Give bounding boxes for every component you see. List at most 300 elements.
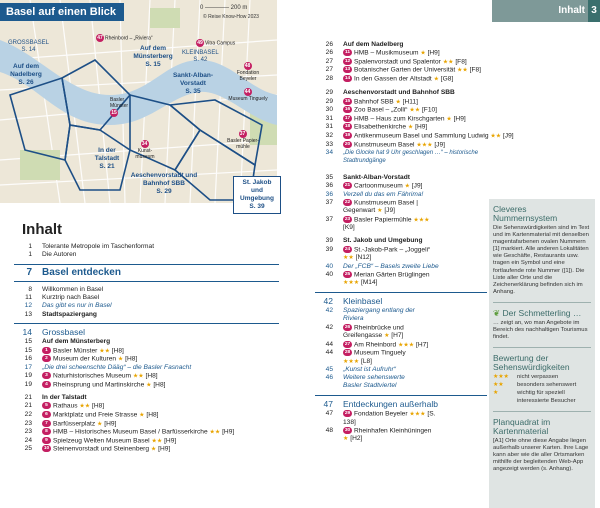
toc-page: 13: [24, 310, 32, 318]
toc-text: Marktplatz und Freie Strasse: [53, 411, 138, 419]
grid-ref: [H2]: [350, 435, 363, 443]
toc-entry[interactable]: [14, 302, 279, 310]
grid-ref: [H7]: [415, 340, 429, 348]
divider: [315, 395, 487, 396]
toc-text: „Kunst ist Aufruhr“: [343, 365, 396, 373]
divider: [14, 323, 279, 324]
district-nadelberg[interactable]: [4, 63, 48, 87]
star-rating: ★: [407, 124, 414, 131]
toc-text: Cartoonmuseum: [354, 182, 403, 190]
star-rating: ★: [493, 390, 499, 397]
toc-entry[interactable]: [315, 263, 487, 271]
star-rating: ★: [139, 412, 145, 419]
grid-ref: [F8]: [455, 58, 467, 66]
star-rating: ★★: [151, 437, 163, 444]
toc-page: 46: [325, 374, 333, 382]
toc-page: 7: [26, 266, 32, 278]
toc-page: 8: [28, 285, 32, 293]
toc-page: 44: [325, 340, 333, 348]
grid-ref: [H9]: [104, 419, 117, 427]
star-rating: ★★: [490, 133, 502, 140]
toc-text: St. Jakob und Umgebung: [343, 237, 423, 245]
toc-text: Elisabethenkirche: [354, 123, 407, 131]
toc-section-kleinbasel[interactable]: [315, 297, 487, 305]
chapter-tab: [492, 0, 600, 22]
toc-page: 48: [325, 426, 333, 434]
grid-ref: [H8]: [153, 380, 166, 388]
toc-entry[interactable]: [14, 402, 279, 411]
toc-text: Auf dem Nadelberg: [343, 41, 404, 48]
star-rating: ★: [117, 356, 124, 363]
sight-number: 25: [344, 271, 351, 277]
star-rating: ★: [395, 99, 401, 106]
star-rating: ★★★: [409, 411, 426, 418]
district-grossbasel-label: GROSSBASEL: [8, 40, 50, 46]
toc-entry[interactable]: [315, 216, 487, 233]
toc-page: 14: [22, 327, 32, 338]
toc-page: 47: [325, 410, 333, 418]
star-rating: ★★★: [493, 374, 509, 381]
poi-rheinbord-label: Rheinbord – „Riviera“: [105, 35, 153, 42]
poi-muenster[interactable]: [110, 97, 134, 117]
toc-text: Spielzeug Welten Museum Basel: [53, 436, 150, 444]
divider: [493, 411, 591, 412]
toc-section-title: Basel entdecken: [42, 266, 121, 278]
poi-rheinbord[interactable]: [96, 34, 153, 42]
toc-text: In der Talstadt: [42, 394, 87, 402]
star-rating: ★★: [79, 403, 91, 410]
sidebar-heading-planquadrat: Planquadrat im Kartenmaterial: [493, 416, 551, 436]
toc-entry[interactable]: [14, 372, 279, 381]
sight-number: 13: [344, 67, 351, 73]
grid-ref: [H9]: [453, 115, 466, 123]
toc-entry[interactable]: [14, 286, 279, 294]
star-rating: ★: [384, 333, 390, 340]
rating-text: nicht verpassen: [517, 374, 559, 381]
district-muensterberg[interactable]: [130, 45, 176, 69]
toc-page: 17: [24, 363, 32, 371]
sight-number: 22: [344, 199, 351, 205]
map-scale: 0 ———— 200 m: [200, 5, 248, 11]
toc-entry[interactable]: [14, 381, 279, 390]
toc-text: Basler Münster: [53, 346, 98, 354]
toc-entry[interactable]: [315, 246, 487, 263]
sight-number: 29: [344, 411, 351, 417]
toc-text: Auf dem Münsterberg: [42, 338, 111, 346]
district-nadelberg-page: S. 26: [18, 79, 34, 86]
sidebar-text-nummernsystem: Die Sehenswürdigkeiten sind im Text und im Kartenmaterial mit denselben magentafarbenen ovalen Nummern [1] markiert. Alle anderen Lokalitäten wie Geschäfte, Restaurants usw. tragen ein Symbol und eine fortlaufende rote Nummer ([1]). Die Liste aller Orte und die Zeichenerklärung befinden sich im Anhang.: [493, 225, 590, 295]
grid-ref: [J9]: [502, 132, 514, 140]
toc-page: 39: [325, 245, 333, 253]
toc-text: Rheinbrücke und Greifengasse: [343, 323, 404, 340]
toc-text: Willkommen in Basel: [42, 285, 104, 293]
district-jakob-label: St. Jakob und Umgebung: [240, 179, 274, 202]
district-grossbasel-page: S. 14: [21, 47, 36, 53]
sight-number: 14: [344, 75, 351, 81]
sight-number: 9: [42, 437, 51, 444]
map-title: Basel auf einen Blick: [0, 3, 124, 21]
sidebar-heading-text: Der Schmetterling …: [502, 307, 582, 318]
star-rating: ★★★: [416, 141, 433, 148]
divider: [493, 347, 591, 348]
toc-page: 39: [325, 237, 333, 245]
toc-page: 15: [24, 338, 32, 346]
star-rating: ★★★: [343, 280, 360, 287]
toc-page: 16: [24, 355, 32, 363]
toc-entry[interactable]: [315, 199, 487, 216]
map-copyright: © Reise Know-How 2023: [203, 14, 259, 20]
toc-entry[interactable]: [14, 437, 279, 446]
toc-page: 44: [325, 349, 333, 357]
sight-number: 24: [344, 246, 351, 252]
rating-text: wichtig für speziell interessierte Besucher: [517, 390, 576, 404]
star-rating: ★: [420, 50, 426, 57]
toc-entry[interactable]: [315, 75, 487, 84]
toc-entry[interactable]: [14, 420, 279, 429]
toc-text: Das gibt es nur in Basel: [42, 302, 112, 310]
toc-entry[interactable]: [315, 106, 487, 115]
toc-entry[interactable]: [315, 191, 487, 199]
grid-ref: [G8]: [440, 75, 454, 83]
toc-text: Aeschenvorstadt und Bahnhof SBB: [343, 89, 455, 97]
toc-entry[interactable]: [315, 324, 487, 341]
toc-subsection[interactable]: [14, 338, 279, 346]
toc-page: 35: [325, 173, 333, 181]
toc-page: 1: [28, 243, 32, 250]
sight-number: 19: [344, 132, 351, 138]
toc-section-basel-entdecken[interactable]: [14, 266, 279, 278]
toc-entry[interactable]: [14, 251, 279, 259]
district-nadelberg-label: Auf dem Nadelberg: [10, 63, 42, 78]
toc-page: 28: [325, 74, 333, 82]
star-rating: ★★: [209, 429, 221, 436]
toc-text: Kunstmuseum Basel: [354, 140, 415, 148]
toc-text: HMB – Haus zum Kirschgarten: [354, 115, 445, 123]
sight-number: 11: [344, 50, 351, 56]
star-rating: ★: [404, 183, 410, 190]
grid-ref: [H9]: [427, 49, 440, 57]
toc-entry[interactable]: [14, 311, 279, 319]
toc-entry[interactable]: [315, 349, 487, 366]
toc-page: 24: [24, 436, 32, 444]
sidebar-text-planquadrat: [A1] Orte ohne diese Angabe liegen außerhalb unserer Karten. Ihre Lage kann aber wie die aller Ortsmarken mithilfe der begleitenden Web-App angezeigt werden (s. Anhang).: [493, 437, 589, 472]
rating-legend-3: [493, 374, 591, 381]
toc-text: „Die Glocke hat 9 Uhr geschlagen …“ – historische Stadtrundgänge: [343, 150, 479, 165]
grid-ref: [H8]: [146, 411, 159, 419]
sight-number: 2: [42, 355, 51, 362]
toc-text: Rheinhafen Kleinhüningen: [354, 427, 432, 435]
grid-ref: [H9]: [164, 436, 177, 444]
toc-page: 19: [24, 372, 32, 380]
grid-ref: [H11]: [402, 98, 418, 106]
toc-page: 21: [24, 402, 32, 410]
district-muensterberg-label: Auf dem Münsterberg: [133, 45, 173, 60]
grid-ref: [H7]: [391, 332, 404, 340]
chapter-tab-label: Inhalt: [558, 5, 585, 16]
toc-text: Kurztrip nach Basel: [42, 294, 100, 302]
sidebar-text-schmetterling: … zeigt an, wo man Angebote im Bereich des nachhaltigen Tourismus findet.: [493, 319, 588, 341]
grid-ref: [H9]: [158, 445, 171, 453]
sight-number: 23: [344, 216, 351, 222]
toc-entry[interactable]: [315, 366, 487, 374]
toc-text: Rathaus: [53, 402, 78, 410]
district-aeschen[interactable]: [124, 172, 204, 196]
toc-page: 26: [325, 49, 333, 57]
star-rating: ★★: [457, 67, 468, 74]
toc-entry[interactable]: [14, 294, 279, 302]
toc-text: Barfüsserplatz: [53, 419, 96, 427]
toc-page: 27: [325, 57, 333, 65]
star-rating: ★★: [132, 373, 144, 380]
toc-entry[interactable]: [315, 66, 487, 75]
poi-tinguely-label: Museum Tinguely: [228, 96, 268, 102]
toc-entry[interactable]: [315, 115, 487, 124]
grid-ref: [K9]: [343, 224, 355, 232]
sight-number: 6: [42, 411, 51, 418]
toc-entry[interactable]: [315, 58, 487, 67]
grid-ref: [F10]: [421, 106, 437, 114]
poi-muenster-number: 15: [111, 110, 117, 116]
toc-title: Inhalt: [22, 221, 62, 238]
divider: [14, 281, 279, 282]
grid-ref: [H9]: [415, 123, 428, 131]
poi-vitra[interactable]: [196, 39, 235, 47]
poi-papiermuehle[interactable]: [226, 130, 260, 150]
sight-number: 10: [43, 446, 50, 452]
sight-number: 20: [344, 141, 351, 147]
toc-entry[interactable]: [315, 182, 487, 191]
toc-subsection[interactable]: [14, 394, 279, 402]
divider: [315, 292, 487, 293]
toc-page: 47: [323, 398, 333, 409]
toc-entry[interactable]: [14, 445, 279, 454]
toc-entry[interactable]: [14, 411, 279, 420]
toc-text: Zoo Basel – „Zolli“: [354, 106, 408, 114]
district-aeschen-page: S. 29: [156, 188, 172, 195]
sidebar-heading-nummernsystem: Cleveres Nummernsystem: [493, 204, 558, 223]
toc-page: 32: [325, 131, 333, 139]
toc-text: HMB – Musikmuseum: [354, 49, 419, 57]
toc-page: 42: [323, 295, 333, 306]
toc-text: Basler Papiermühle: [354, 215, 412, 223]
poi-papiermuehle-label: Basler Papier- mühle: [227, 138, 259, 150]
sight-number: 21: [344, 182, 351, 188]
star-rating: ★: [433, 76, 439, 83]
toc-section-grossbasel[interactable]: [14, 328, 279, 336]
grid-ref: [H8]: [111, 346, 124, 354]
toc-page: 25: [24, 445, 32, 453]
toc-section-ausserhalb[interactable]: [315, 400, 487, 408]
butterfly-icon: ❦: [493, 307, 501, 318]
sight-number: 4: [42, 381, 51, 388]
toc-text: Der „FCB“ – Basels zweite Liebe: [343, 262, 439, 270]
toc-entry[interactable]: [315, 374, 487, 391]
toc-text: Spaziergang entlang der Riviera: [343, 307, 415, 323]
toc-page: 31: [325, 123, 333, 131]
toc-entry[interactable]: [315, 149, 487, 166]
poi-kunstmuseum-label: Kunst- museum: [135, 148, 155, 160]
toc-entry[interactable]: [315, 427, 487, 444]
toc-text: In den Gassen der Altstadt: [354, 75, 432, 83]
poi-vitra-number: 49: [197, 40, 203, 46]
toc-page: 29: [325, 89, 333, 97]
toc-page: 29: [325, 97, 333, 105]
grid-ref: [N12]: [355, 254, 372, 262]
grid-ref: [J9]: [434, 140, 445, 148]
star-rating: ★★: [493, 382, 504, 389]
toc-entry[interactable]: [14, 428, 279, 437]
sight-number: 17: [344, 115, 351, 121]
toc-page: 23: [24, 428, 32, 436]
toc-text: Bahnhof SBB: [354, 98, 394, 106]
sight-number: 1: [42, 347, 51, 354]
toc-section-title: Grossbasel: [42, 327, 85, 338]
toc-section-title: Kleinbasel: [343, 295, 383, 306]
grid-ref: [L8]: [360, 357, 372, 365]
toc-page: 36: [325, 181, 333, 189]
toc-page: 21: [24, 394, 32, 402]
toc-entry[interactable]: [315, 307, 487, 324]
star-rating: ★★★: [413, 216, 430, 223]
sight-number: 5: [42, 402, 51, 409]
toc-page: 30: [325, 106, 333, 114]
star-rating: ★: [446, 116, 452, 123]
district-kleinbasel-label: KLEINBASEL: [182, 50, 219, 56]
toc-entry[interactable]: [14, 347, 279, 356]
rating-legend-2: [493, 382, 591, 389]
page-number: 3: [588, 0, 600, 22]
info-sidebar: [489, 199, 595, 508]
toc-text: „Die drei scheenschte Dääg“ – die Basler Fasnacht: [42, 363, 192, 371]
poi-papiermuehle-number: 37: [239, 131, 246, 137]
toc-page: 19: [24, 380, 32, 388]
grid-ref: [H8]: [92, 402, 105, 410]
toc-text: Am Rheinbord: [354, 340, 397, 348]
toc-section-title: Entdeckungen außerhalb: [343, 398, 438, 409]
grid-ref: [F8]: [469, 66, 481, 74]
toc-entry[interactable]: [14, 243, 279, 251]
toc-page: 11: [25, 294, 32, 302]
grid-ref: [M14]: [360, 279, 378, 287]
sight-number: 30: [344, 427, 351, 433]
toc-page: 23: [24, 419, 32, 427]
toc-text: Weitere sehenswerte Basler Stadtviertel: [343, 374, 405, 390]
star-rating: ★★★: [343, 358, 360, 365]
poi-rheinbord-number: 47: [97, 35, 103, 41]
toc-subsection[interactable]: [315, 237, 487, 245]
poi-tinguely[interactable]: [228, 88, 268, 102]
divider: [493, 302, 591, 303]
toc-page: 34: [325, 149, 333, 157]
toc-page: 33: [325, 140, 333, 148]
toc-page: 45: [325, 365, 333, 373]
district-jakob[interactable]: [233, 176, 281, 214]
toc-entry[interactable]: [315, 341, 487, 350]
sight-number: 28: [344, 350, 351, 356]
sight-number: 18: [344, 124, 351, 130]
poi-fondation-number: 48: [244, 63, 251, 69]
poi-kunstmuseum-number: 34: [141, 141, 148, 147]
toc-entry[interactable]: [315, 141, 487, 150]
district-stalban-page: S. 35: [185, 88, 201, 95]
toc-page: 1: [28, 251, 32, 259]
district-talstadt[interactable]: [90, 147, 124, 171]
star-rating: ★★★: [398, 341, 415, 348]
sidebar-heading-schmetterling: [493, 309, 591, 318]
sight-number: 3: [42, 372, 51, 379]
toc-entry[interactable]: [315, 271, 487, 288]
toc-text: Steinenvorstadt und Steinenberg: [53, 445, 150, 453]
sight-number: 15: [344, 98, 351, 104]
toc-entry[interactable]: [14, 364, 279, 372]
divider: [14, 264, 279, 265]
toc-text: Botanischer Garten der Universität: [354, 66, 456, 74]
toc-subsection[interactable]: [315, 174, 487, 182]
toc-text: Rheinsprung und Martinskirche: [53, 380, 145, 388]
district-aeschen-label: Aeschenvorstadt und Bahnhof SBB: [130, 172, 198, 187]
grid-ref: [J9]: [384, 207, 395, 215]
sight-number: 12: [344, 58, 351, 64]
toc-text: Die Autoren: [42, 251, 77, 259]
toc-text: Museum der Kulturen: [53, 355, 117, 363]
toc-page: 31: [325, 114, 333, 122]
star-rating: ★★: [99, 347, 110, 354]
star-rating: ★★: [442, 59, 454, 66]
district-stalban[interactable]: [168, 72, 218, 96]
toc-text: Fondation Beyeler: [354, 410, 408, 418]
poi-fondation[interactable]: [228, 62, 268, 82]
toc-page: 40: [325, 270, 333, 278]
star-rating: ★★: [343, 255, 354, 262]
toc-text: HMB – Historisches Museum Basel / Barfüsserkirche: [53, 428, 208, 436]
district-talstadt-label: In der Talstadt: [94, 147, 120, 162]
grid-ref: [H8]: [145, 372, 158, 380]
overview-map: [0, 0, 277, 210]
toc-page: 12: [24, 302, 32, 310]
toc-text: Merian Gärten Brüglingen: [354, 271, 430, 279]
toc-text: Stadtspaziergang: [42, 310, 97, 318]
toc-subsection[interactable]: [315, 89, 487, 97]
poi-tinguely-number: 44: [244, 89, 251, 95]
toc-subsection[interactable]: [315, 41, 487, 49]
toc-text: St.-Jakob-Park – „Joggeli“: [354, 246, 431, 254]
toc-text: Tolerante Metropole im Taschenformat: [42, 243, 155, 250]
sight-number: 26: [344, 324, 351, 330]
sight-number: 8: [42, 428, 51, 435]
toc-entry[interactable]: [315, 410, 487, 427]
grid-ref: [J9]: [411, 182, 423, 190]
toc-text: Naturhistorisches Museum: [53, 372, 132, 380]
poi-kunstmuseum[interactable]: [132, 140, 158, 160]
rating-legend-1: [493, 390, 591, 404]
toc-entry[interactable]: [315, 98, 487, 107]
toc-entry[interactable]: [315, 131, 514, 141]
grid-ref: [H8]: [125, 355, 138, 363]
toc-text: Antikenmuseum Basel und Sammlung Ludwig: [354, 132, 489, 140]
toc-entry[interactable]: [315, 123, 487, 132]
district-grossbasel: [8, 40, 49, 54]
star-rating: ★: [343, 436, 349, 443]
toc-entry[interactable]: [14, 355, 279, 364]
toc-text: Museum Tinguely: [354, 349, 406, 357]
toc-page: 42: [325, 323, 333, 331]
star-rating: ★: [97, 420, 103, 427]
poi-muenster-label: Basler Münster: [110, 97, 129, 109]
sight-number: 27: [344, 341, 351, 347]
toc-entry[interactable]: [315, 49, 487, 58]
star-rating: ★: [377, 208, 383, 215]
sidebar-heading-bewertung: Bewertung der Sehenswürdigkeiten: [493, 353, 570, 373]
